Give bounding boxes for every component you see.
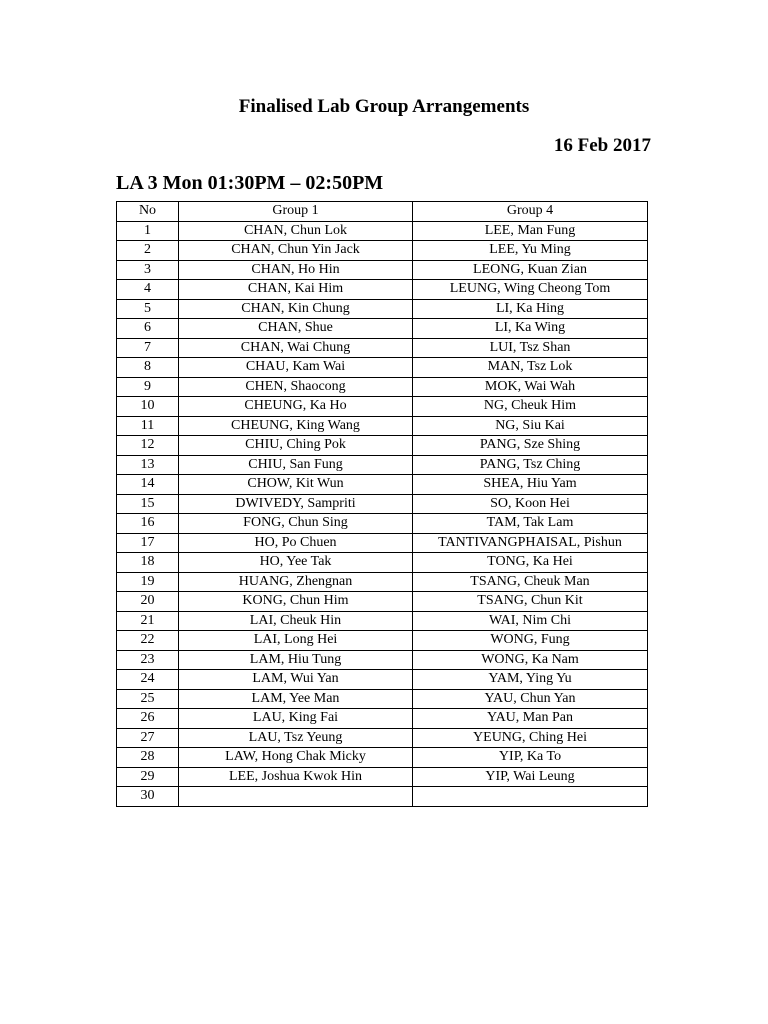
- group-1-member: CHAN, Ho Hin: [179, 260, 413, 280]
- group-1-member: CHAN, Kin Chung: [179, 299, 413, 319]
- group-1-member: FONG, Chun Sing: [179, 514, 413, 534]
- group-4-member: YAU, Man Pan: [413, 709, 648, 729]
- table-row: [117, 299, 648, 319]
- group-4-member: LEONG, Kuan Zian: [413, 260, 648, 280]
- row-number: 5: [117, 299, 179, 319]
- row-number: 16: [117, 514, 179, 534]
- row-number: 12: [117, 436, 179, 456]
- row-number: 28: [117, 748, 179, 768]
- table-row: [117, 416, 648, 436]
- group-1-member: HO, Yee Tak: [179, 553, 413, 573]
- group-4-member: LEUNG, Wing Cheong Tom: [413, 280, 648, 300]
- group-1-member: CHAN, Shue: [179, 319, 413, 339]
- group-1-member: KONG, Chun Him: [179, 592, 413, 612]
- row-number: 18: [117, 553, 179, 573]
- table-row: [117, 241, 648, 261]
- row-number: 2: [117, 241, 179, 261]
- group-4-member: NG, Cheuk Him: [413, 397, 648, 417]
- header-group-1: Group 1: [179, 202, 413, 222]
- group-4-member: YAM, Ying Yu: [413, 670, 648, 690]
- row-number: 7: [117, 338, 179, 358]
- table-row: [117, 436, 648, 456]
- row-number: 19: [117, 572, 179, 592]
- group-1-member: CHEN, Shaocong: [179, 377, 413, 397]
- group-1-member: LAU, King Fai: [179, 709, 413, 729]
- table-row: [117, 631, 648, 651]
- table-row: [117, 728, 648, 748]
- group-4-member: YIP, Wai Leung: [413, 767, 648, 787]
- table-row: [117, 650, 648, 670]
- table-row: [117, 397, 648, 417]
- table-row: [117, 611, 648, 631]
- session-heading: LA 3 Mon 01:30PM – 02:50PM: [116, 172, 384, 194]
- table-row: [117, 475, 648, 495]
- group-1-member: LEE, Joshua Kwok Hin: [179, 767, 413, 787]
- header-no: No: [117, 202, 179, 222]
- group-1-member: CHEUNG, King Wang: [179, 416, 413, 436]
- group-4-member: TANTIVANGPHAISAL, Pishun: [413, 533, 648, 553]
- group-4-member: PANG, Sze Shing: [413, 436, 648, 456]
- row-number: 20: [117, 592, 179, 612]
- group-4-member: YEUNG, Ching Hei: [413, 728, 648, 748]
- group-1-member: DWIVEDY, Sampriti: [179, 494, 413, 514]
- group-4-member: LEE, Man Fung: [413, 221, 648, 241]
- group-1-member: CHIU, Ching Pok: [179, 436, 413, 456]
- table-row: [117, 572, 648, 592]
- row-number: 1: [117, 221, 179, 241]
- row-number: 27: [117, 728, 179, 748]
- row-number: 10: [117, 397, 179, 417]
- group-4-member: TSANG, Cheuk Man: [413, 572, 648, 592]
- row-number: 29: [117, 767, 179, 787]
- group-1-member: CHOW, Kit Wun: [179, 475, 413, 495]
- group-4-member: MOK, Wai Wah: [413, 377, 648, 397]
- row-number: 6: [117, 319, 179, 339]
- table-row: [117, 748, 648, 768]
- group-4-member: WONG, Ka Nam: [413, 650, 648, 670]
- row-number: 21: [117, 611, 179, 631]
- table-row: [117, 533, 648, 553]
- group-1-member: CHAN, Kai Him: [179, 280, 413, 300]
- row-number: 17: [117, 533, 179, 553]
- document-date: 16 Feb 2017: [553, 135, 651, 156]
- group-1-member: LAI, Cheuk Hin: [179, 611, 413, 631]
- table-row: [117, 260, 648, 280]
- group-1-member: HO, Po Chuen: [179, 533, 413, 553]
- table-row: [117, 494, 648, 514]
- document-title: Finalised Lab Group Arrangements: [238, 96, 530, 117]
- group-4-member: TAM, Tak Lam: [413, 514, 648, 534]
- table-row: [117, 377, 648, 397]
- table-row: [117, 319, 648, 339]
- row-number: 22: [117, 631, 179, 651]
- row-number: 14: [117, 475, 179, 495]
- group-1-member: CHIU, San Fung: [179, 455, 413, 475]
- group-1-member: LAM, Wui Yan: [179, 670, 413, 690]
- row-number: 11: [117, 416, 179, 436]
- group-1-member: LAM, Yee Man: [179, 689, 413, 709]
- row-number: 4: [117, 280, 179, 300]
- group-1-member: LAW, Hong Chak Micky: [179, 748, 413, 768]
- group-4-member: PANG, Tsz Ching: [413, 455, 648, 475]
- table-row: [117, 592, 648, 612]
- group-1-member: LAM, Hiu Tung: [179, 650, 413, 670]
- row-number: 26: [117, 709, 179, 729]
- table-row: [117, 670, 648, 690]
- group-4-member: WAI, Nim Chi: [413, 611, 648, 631]
- group-4-member: YAU, Chun Yan: [413, 689, 648, 709]
- table-row: [117, 455, 648, 475]
- group-4-member: SHEA, Hiu Yam: [413, 475, 648, 495]
- group-4-member: TONG, Ka Hei: [413, 553, 648, 573]
- table-row: [117, 689, 648, 709]
- table-row: [117, 358, 648, 378]
- group-4-member: YIP, Ka To: [413, 748, 648, 768]
- group-1-member: LAI, Long Hei: [179, 631, 413, 651]
- table-row: [117, 514, 648, 534]
- row-number: 25: [117, 689, 179, 709]
- row-number: 30: [117, 787, 179, 807]
- group-4-member: WONG, Fung: [413, 631, 648, 651]
- group-4-member: LI, Ka Wing: [413, 319, 648, 339]
- group-1-member: CHEUNG, Ka Ho: [179, 397, 413, 417]
- row-number: 13: [117, 455, 179, 475]
- group-1-member: LAU, Tsz Yeung: [179, 728, 413, 748]
- table-row: [117, 553, 648, 573]
- table-header-row: [117, 202, 648, 222]
- group-4-member: TSANG, Chun Kit: [413, 592, 648, 612]
- row-number: 3: [117, 260, 179, 280]
- table-row: [117, 221, 648, 241]
- row-number: 24: [117, 670, 179, 690]
- group-1-member: [179, 787, 413, 807]
- row-number: 15: [117, 494, 179, 514]
- group-1-member: CHAU, Kam Wai: [179, 358, 413, 378]
- group-4-member: MAN, Tsz Lok: [413, 358, 648, 378]
- group-4-member: LEE, Yu Ming: [413, 241, 648, 261]
- row-number: 8: [117, 358, 179, 378]
- group-1-member: CHAN, Chun Lok: [179, 221, 413, 241]
- row-number: 23: [117, 650, 179, 670]
- group-1-member: CHAN, Wai Chung: [179, 338, 413, 358]
- table-row: [117, 709, 648, 729]
- table-row: [117, 280, 648, 300]
- table-row: [117, 767, 648, 787]
- row-number: 9: [117, 377, 179, 397]
- table-body: [117, 221, 648, 806]
- group-4-member: LUI, Tsz Shan: [413, 338, 648, 358]
- group-4-member: NG, Siu Kai: [413, 416, 648, 436]
- group-4-member: SO, Koon Hei: [413, 494, 648, 514]
- group-1-member: CHAN, Chun Yin Jack: [179, 241, 413, 261]
- group-4-member: LI, Ka Hing: [413, 299, 648, 319]
- table-row: [117, 338, 648, 358]
- group-4-member: [413, 787, 648, 807]
- header-group-4: Group 4: [413, 202, 648, 222]
- table-row: [117, 787, 648, 807]
- group-1-member: HUANG, Zhengnan: [179, 572, 413, 592]
- lab-group-table: [116, 201, 648, 807]
